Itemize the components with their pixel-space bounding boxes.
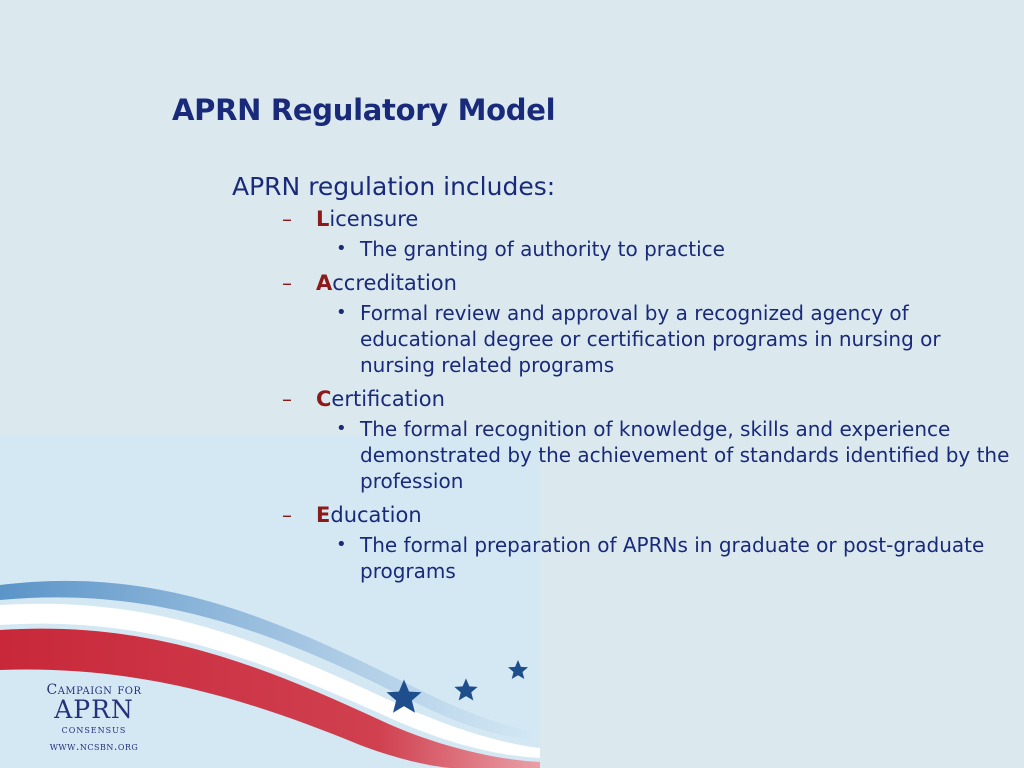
logo-line-consensus: consensus — [61, 722, 127, 736]
item-heading — [232, 383, 1012, 416]
logo-line-aprn: APRN — [54, 695, 134, 724]
star-icon — [505, 658, 531, 682]
item-initial: C — [316, 387, 332, 411]
item-heading — [232, 499, 1012, 532]
item-label: ccreditation — [332, 271, 457, 295]
item-detail — [232, 236, 1010, 262]
list-item — [232, 267, 1012, 378]
detail-text: The formal recognition of knowledge, skills and experience demonstrated by the achievement of standards identified by the profession — [360, 417, 1010, 493]
item-detail — [232, 532, 1010, 584]
bullet-marker: • — [336, 302, 347, 323]
item-label: ertification — [331, 387, 445, 411]
bullet-marker: • — [336, 534, 347, 555]
item-detail — [232, 416, 1010, 494]
star-icon — [451, 676, 481, 704]
item-label: ducation — [330, 503, 422, 527]
item-detail — [232, 300, 1010, 378]
slide-content — [232, 172, 1012, 589]
item-initial: L — [316, 207, 330, 231]
dash-marker: – — [282, 271, 292, 295]
logo-line-campaign: Campaign for — [46, 682, 142, 698]
detail-text: Formal review and approval by a recognized agency of educational degree or certification programs in nursing or nursing related programs — [360, 301, 941, 377]
detail-text: The granting of authority to practice — [360, 237, 725, 261]
item-heading — [232, 203, 1012, 236]
bullet-marker: • — [336, 418, 347, 439]
dash-marker: – — [282, 207, 292, 231]
logo-url: www.ncsbn.org — [49, 740, 139, 753]
campaign-logo — [24, 682, 164, 753]
item-label: icensure — [329, 207, 419, 231]
bullet-marker: • — [336, 238, 347, 259]
item-initial: E — [316, 503, 331, 527]
list-item — [232, 499, 1012, 584]
dash-marker: – — [282, 387, 292, 411]
list-item — [232, 383, 1012, 494]
dash-marker: – — [282, 503, 292, 527]
detail-text: The formal preparation of APRNs in graduate or post-graduate programs — [360, 533, 985, 583]
list-item — [232, 203, 1012, 262]
slide-title: APRN Regulatory Model — [172, 93, 556, 127]
star-icon — [382, 676, 426, 718]
intro-text: APRN regulation includes: — [232, 172, 556, 201]
item-heading — [232, 267, 1012, 300]
item-initial: A — [316, 271, 333, 295]
